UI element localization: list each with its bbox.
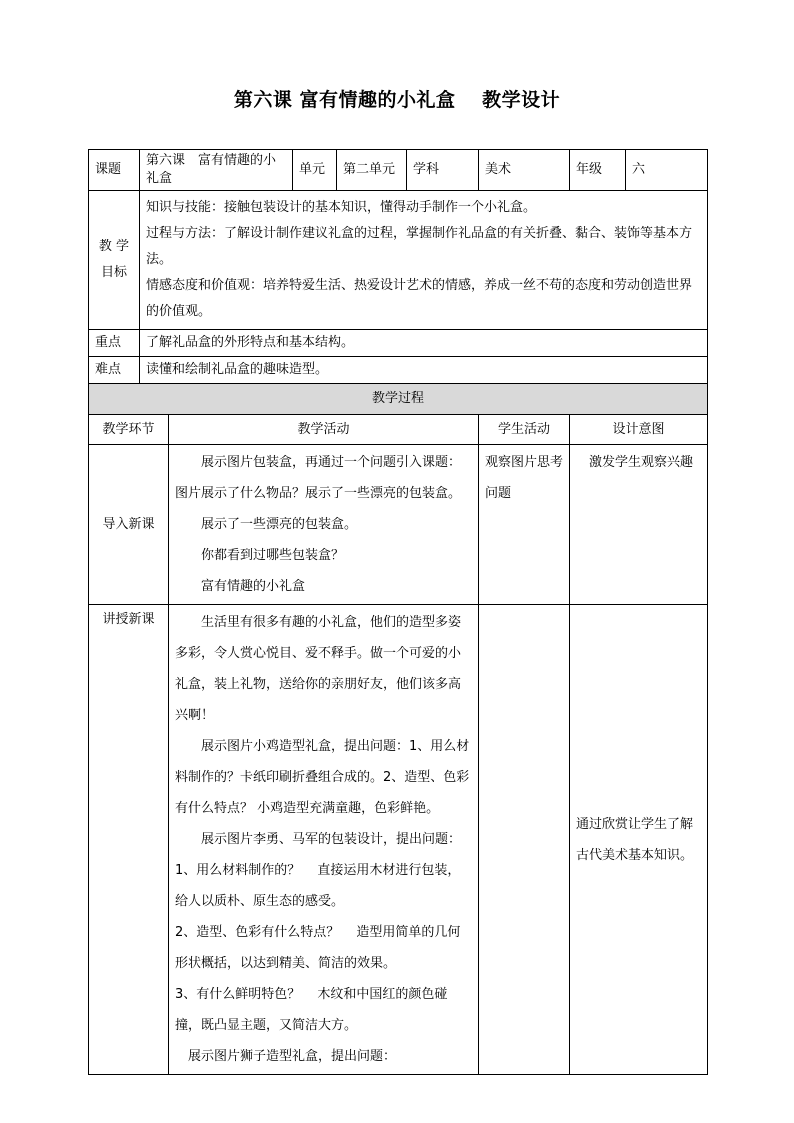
goal-attitude: 情感态度和价值观：培养特爱生活、热爱设计艺术的情感，养成一丝不苟的态度和劳动创造世界的价值观。 [146, 278, 693, 319]
unit-value: 第二单元 [337, 150, 407, 191]
grade-label: 年级 [570, 150, 626, 191]
activity-line: 展示图片狮子造型礼盒，提出问题： [188, 1049, 397, 1064]
difficulty-label: 难点 [89, 357, 140, 384]
goal-knowledge: 知识与技能：接触包装设计的基本知识，懂得动手制作一个小礼盒。 [146, 200, 537, 215]
header-row [89, 150, 708, 191]
lesson-plan-table [88, 149, 708, 1075]
ke-ti-value: 第六课 富有情趣的小礼盒 [140, 150, 293, 191]
activity-line: 3、有什么鲜明特色？ 木纹和中国红的颜色碰撞，既凸显主题，又简洁大方。 [175, 987, 448, 1033]
activity-line: 展示图片小鸡造型礼盒，提出问题：1、用么材料制作的？卡纸印刷折叠组合成的。2、造型、色彩有什么特点？ 小鸡造型充满童趣，色彩鲜艳。 [175, 739, 470, 816]
ke-ti-label: 课题 [89, 150, 140, 191]
student-new [479, 605, 570, 1075]
stage-intro: 导入新课 [89, 445, 169, 605]
difficulty-row [89, 357, 708, 384]
goal-process: 过程与方法：了解设计制作建议礼盒的过程，掌握制作礼品盒的有关折叠、黏合、装饰等基本方法。 [146, 226, 693, 267]
student-intro: 观察图片思考问题 [479, 445, 570, 605]
activity-line: 富有情趣的小礼盒 [201, 579, 306, 594]
table-row [89, 445, 708, 605]
key-point-row [89, 330, 708, 357]
subject-value: 美术 [479, 150, 570, 191]
activity-new [169, 605, 479, 1075]
col-intent: 设计意图 [570, 415, 708, 445]
table-row [89, 605, 708, 1075]
page-title: 第六课 富有情趣的小礼盒 教学设计 [233, 89, 561, 111]
unit-label: 单元 [293, 150, 337, 191]
column-header-row [89, 415, 708, 445]
process-title: 教学过程 [89, 384, 708, 415]
activity-line: 展示了一些漂亮的包装盒。 [201, 517, 358, 532]
key-point-value: 了解礼品盒的外形特点和基本结构。 [140, 330, 708, 357]
activity-line: 1、用么材料制作的？ 直接运用木材进行包装，给人以质朴、原生态的感受。 [175, 863, 461, 909]
subject-label: 学科 [407, 150, 479, 191]
activity-line: 你都看到过哪些包装盒？ [201, 548, 345, 563]
activity-line: 展示图片包装盒，再通过一个问题引入课题：图片展示了什么物品？展示了一些漂亮的包装盒。 [175, 455, 462, 501]
col-student: 学生活动 [479, 415, 570, 445]
stage-new: 讲授新课 [89, 605, 169, 1075]
process-title-row [89, 384, 708, 415]
activity-line: 2、造型、色彩有什么特点？ 造型用简单的几何形状概括，以达到精美、简洁的效果。 [175, 925, 461, 971]
goals-content [140, 191, 708, 330]
intent-intro [570, 445, 708, 605]
activity-line: 展示图片李勇、马军的包装设计，提出问题： [201, 832, 462, 847]
col-stage: 教学环节 [89, 415, 169, 445]
goals-label: 教 学 目标 [89, 191, 140, 330]
difficulty-value: 读懂和绘制礼品盒的趣味造型。 [140, 357, 708, 384]
activity-line: 生活里有很多有趣的小礼盒，他们的造型多姿多彩，令人赏心悦目、爱不释手。做一个可爱的小礼盒，装上礼物，送给你的亲朋好友，他们该多高兴啊！ [175, 615, 462, 723]
intent-text: 激发学生观察兴趣 [589, 455, 694, 470]
activity-intro [169, 445, 479, 605]
goals-row [89, 191, 708, 330]
key-point-label: 重点 [89, 330, 140, 357]
grade-value: 六 [626, 150, 708, 191]
intent-new: 通过欣赏让学生了解古代美术基本知识。 [570, 605, 708, 1075]
col-activity: 教学活动 [169, 415, 479, 445]
